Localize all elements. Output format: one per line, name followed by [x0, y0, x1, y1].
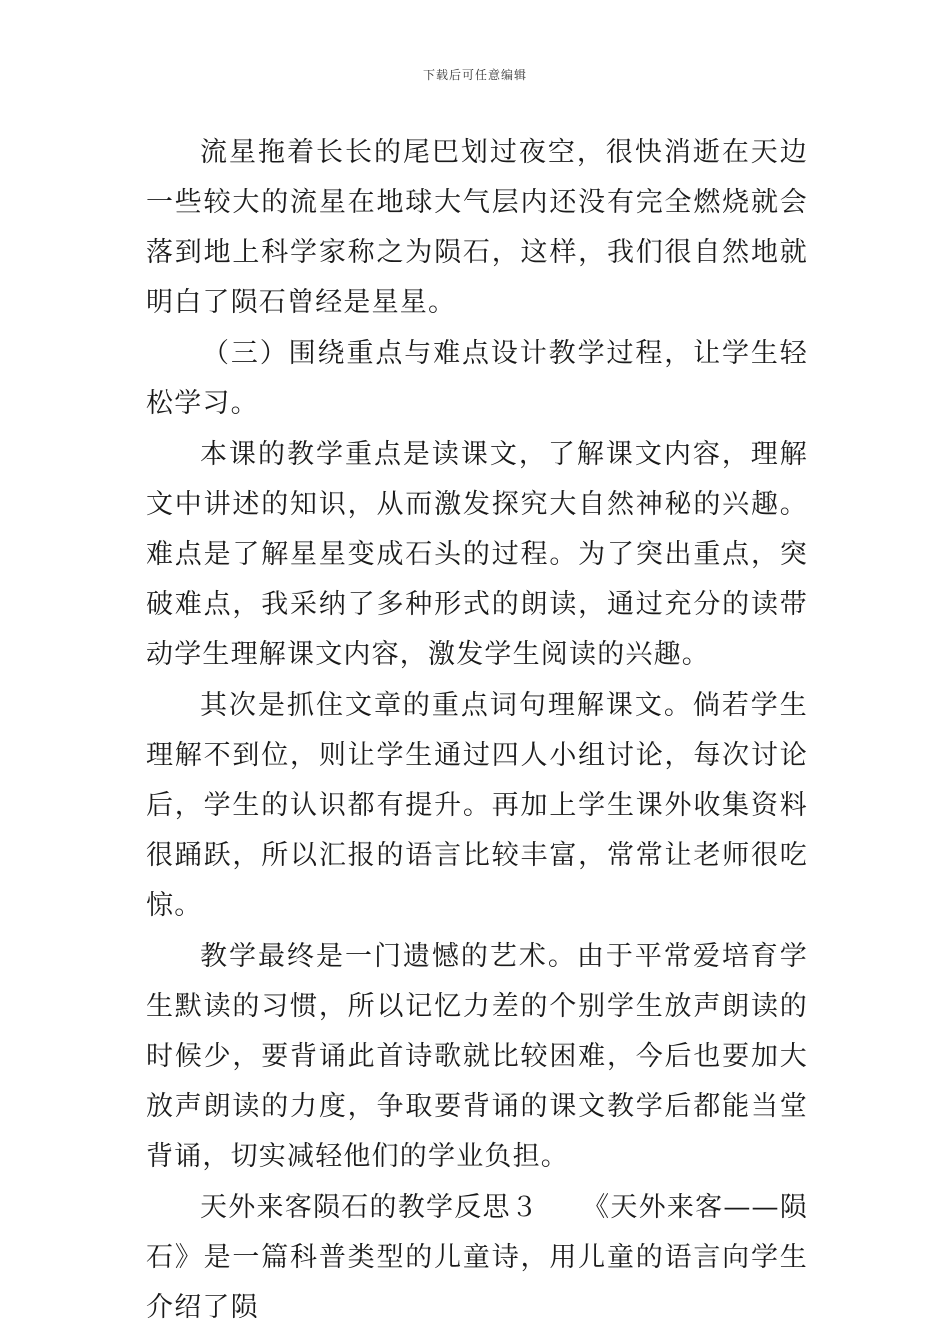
- paragraph-meteor: 流星拖着长长的尾巴划过夜空，很快消逝在天边一些较大的流星在地球大气层内还没有完全燃烧就会落到地上科学家称之为陨石，这样，我们很自然地就明白了陨石曾经是星星。: [146, 137, 808, 318]
- paragraph-reflection-three: 天外来客陨石的教学反思３ 《天外来客——陨石》是一篇科普类型的儿童诗，用儿童的语言向学生介绍了陨: [146, 1192, 808, 1323]
- page-header: 下载后可任意编辑: [422, 68, 527, 82]
- paragraph-key-words: 其次是抓住文章的重点词句理解课文。倘若学生理解不到位，则让学生通过四人小组讨论，每次讨论后，学生的认识都有提升。再加上学生课外收集资料很踊跃，所以汇报的语言比较丰富，常常让老师很吃惊。: [146, 690, 808, 921]
- paragraph-key-points: 本课的教学重点是读课文，了解课文内容，理解文中讲述的知识，从而激发探究大自然神秘的兴趣。难点是了解星星变成石头的过程。为了突出重点，突破难点，我采纳了多种形式的朗读，通过充分的读带动学生理解课文内容，激发学生阅读的兴趣。: [146, 439, 808, 670]
- paragraph-regret: 教学最终是一门遗憾的艺术。由于平常爱培育学生默读的习惯，所以记忆力差的个别学生放声朗读的时候少，要背诵此首诗歌就比较困难，今后也要加大放声朗读的力度，争取要背诵的课文教学后都能当堂背诵，切实减轻他们的学业负担。: [146, 941, 808, 1172]
- document-body: [146, 128, 808, 1334]
- section-heading-three: （三）围绕重点与难点设计教学过程，让学生轻松学习。: [146, 338, 808, 419]
